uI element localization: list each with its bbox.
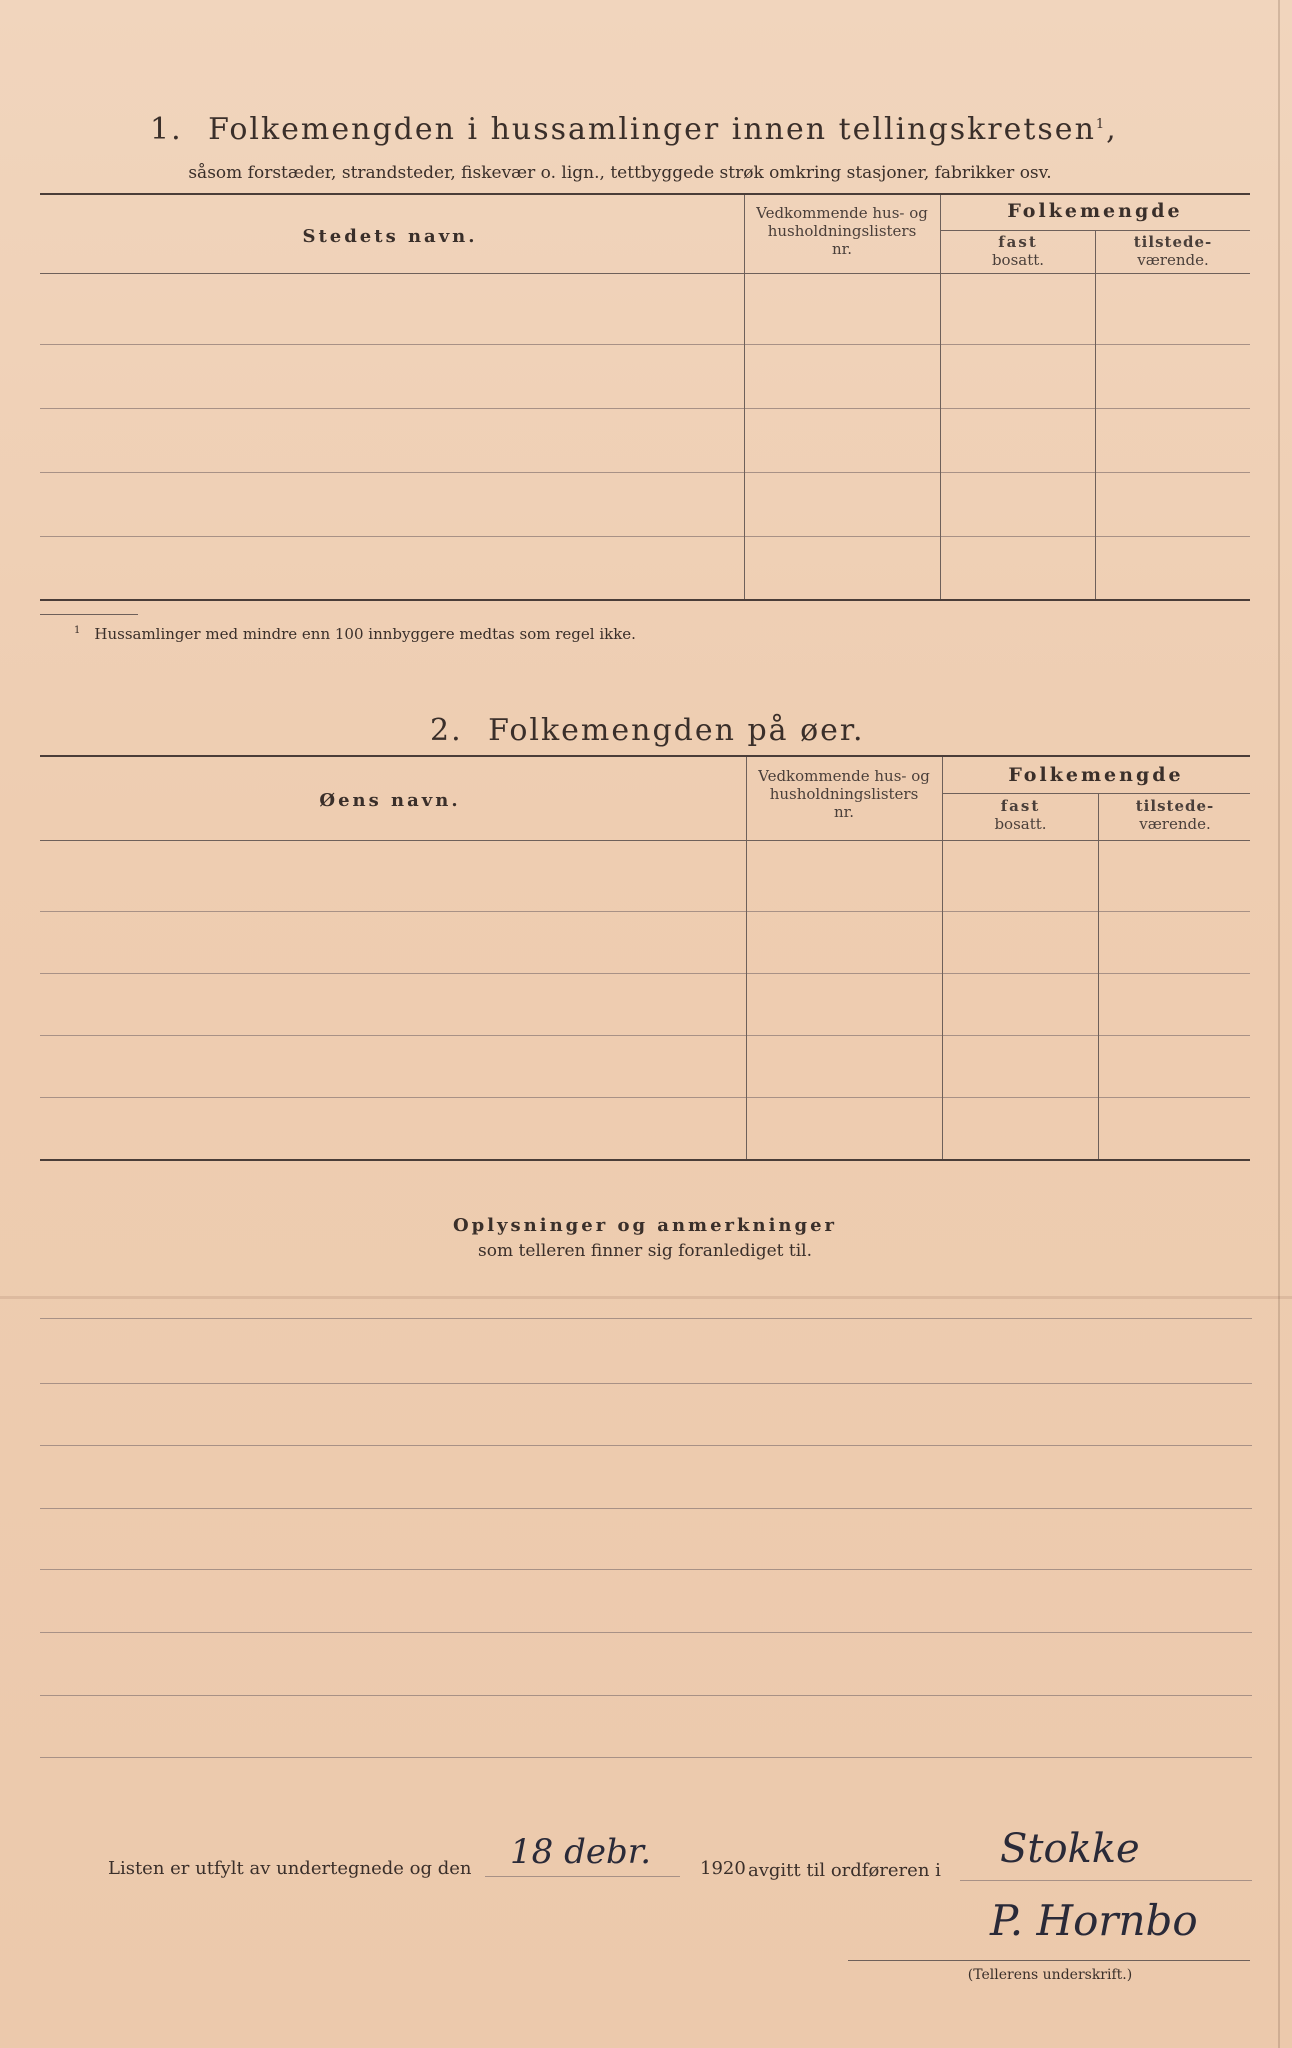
row-rule: [40, 536, 1250, 537]
col-header-tilstede: [1100, 797, 1250, 833]
remark-line: [40, 1445, 1252, 1446]
col-divider: [940, 195, 941, 599]
remark-line: [40, 1695, 1252, 1696]
col-header-fast-line2: bosatt.: [991, 251, 1045, 269]
section1-footnote-mark: 1: [1095, 117, 1107, 132]
col-header-list-line2: husholdningslisters: [769, 785, 919, 803]
col-header-fast-line1: fast: [998, 233, 1038, 251]
remark-line: [40, 1508, 1252, 1509]
col-header-tilstede-line1: tilstede-: [1135, 797, 1215, 815]
col-header-list-line2: husholdningslisters: [767, 222, 917, 240]
paper-fold: [0, 1296, 1292, 1299]
col-header-fast: [944, 797, 1097, 833]
col-header-list-line3: nr.: [834, 803, 854, 821]
col-header-name: Øens navn.: [319, 790, 461, 811]
handwritten-date: 18 debr.: [510, 1832, 652, 1872]
table-bottom-rule: [40, 1159, 1250, 1161]
table-top-rule: [40, 193, 1250, 195]
col-header-fast-line1: fast: [1000, 797, 1041, 815]
footnote-number: 1: [74, 625, 81, 636]
section1-heading: [150, 112, 1150, 147]
remark-line: [40, 1569, 1252, 1570]
handwritten-signature: P. Hornbo: [990, 1896, 1198, 1945]
col-header-name: Stedets navn.: [302, 226, 478, 247]
signature-year: 1920: [700, 1858, 746, 1879]
col-header-tilstede-line1: tilstede-: [1133, 233, 1213, 251]
signature-caption: (Tellerens underskrift.): [967, 1967, 1133, 1983]
table-bottom-rule: [40, 599, 1250, 601]
col-divider: [942, 757, 943, 1159]
remark-line: [40, 1383, 1252, 1384]
col-header-tilstede-line2: værende.: [1137, 251, 1209, 269]
date-underline: [485, 1876, 680, 1877]
row-rule: [40, 408, 1250, 409]
section2-title: Folkemengden på øer.: [488, 713, 865, 748]
signature-underline: [848, 1960, 1250, 1961]
remark-line: [40, 1757, 1252, 1758]
col-divider: [1098, 794, 1099, 1159]
section1-subtitle: såsom forstæder, strandsteder, fiskevær o. lign., tettbyggede strøk omkring stasjoner, fabrikker osv.: [188, 163, 1052, 183]
col-header-fast-line2: bosatt.: [994, 815, 1047, 833]
col-header-list-line3: nr.: [832, 240, 852, 258]
remarks-subtitle: som telleren finner sig foranlediget til.: [478, 1241, 812, 1261]
col-divider: [1095, 231, 1096, 599]
col-header-list: [748, 767, 940, 821]
footnote-rule: [40, 614, 138, 615]
footnote-text: Hussamlinger med mindre enn 100 innbyggere medtas som regel ikke.: [94, 625, 636, 643]
col-header-list-line1: Vedkommende hus- og: [758, 767, 930, 785]
section2-heading: [430, 713, 1030, 748]
row-rule: [40, 973, 1250, 974]
col-header-tilstede-line2: værende.: [1139, 815, 1211, 833]
section1-footnote: [74, 621, 974, 644]
remark-line: [40, 1318, 1252, 1319]
col-divider: [744, 195, 745, 599]
row-rule: [40, 1097, 1250, 1098]
remarks-title: Oplysninger og anmerkninger: [452, 1215, 838, 1236]
col-header-tilstede: [1097, 233, 1249, 269]
signature-prefix: Listen er utfylt av undertegnede og den: [108, 1858, 472, 1879]
header-bottom-rule: [40, 840, 1250, 841]
col-header-list-line1: Vedkommende hus- og: [756, 204, 928, 222]
section1-trailing: ,: [1106, 112, 1118, 147]
col-divider: [746, 757, 747, 1159]
header-bottom-rule: [40, 273, 1250, 274]
col-header-list: [746, 204, 938, 258]
remark-line: [40, 1632, 1252, 1633]
col-header-fast: [942, 233, 1094, 269]
table-top-rule: [40, 755, 1250, 757]
col-header-pop: Folkemengde: [1007, 200, 1183, 222]
pop-subheader-rule: [942, 793, 1250, 794]
handwritten-place: Stokke: [1000, 1826, 1140, 1872]
section2-number: 2.: [430, 713, 463, 748]
signature-middle: avgitt til ordføreren i: [748, 1860, 941, 1881]
paper-edge: [1278, 0, 1280, 2048]
row-rule: [40, 911, 1250, 912]
row-rule: [40, 1035, 1250, 1036]
col-header-pop: Folkemengde: [1008, 764, 1184, 786]
section1-title: Folkemengden i hussamlinger innen tellingskretsen: [208, 112, 1096, 147]
row-rule: [40, 344, 1250, 345]
place-underline: [960, 1880, 1252, 1881]
section1-number: 1.: [150, 112, 183, 147]
row-rule: [40, 472, 1250, 473]
